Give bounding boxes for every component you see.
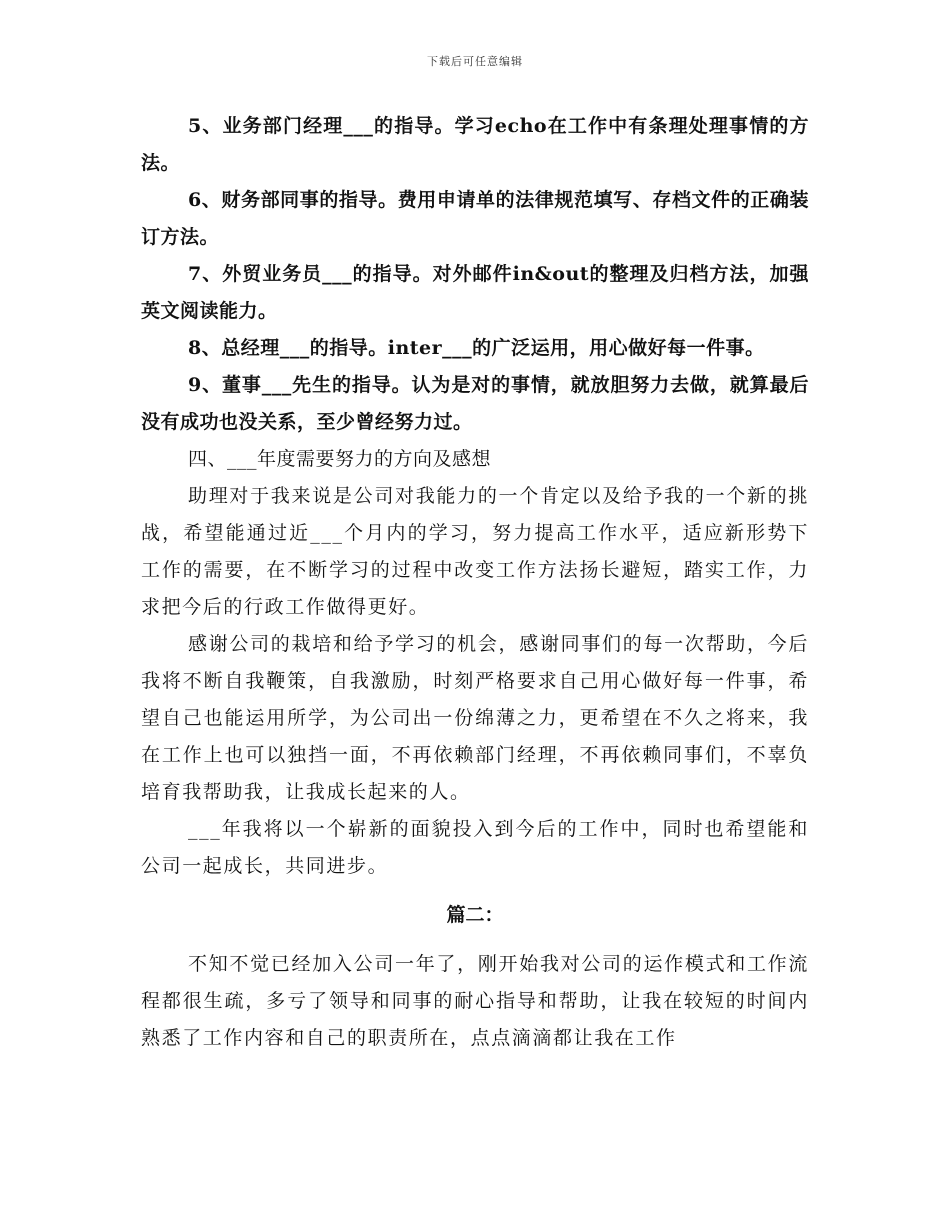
list-item: 7、外贸业务员___的指导。对外邮件in&out的整理及归档方法，加强英文阅读能力。 bbox=[141, 263, 809, 322]
paragraph: 助理对于我来说是公司对我能力的一个肯定以及给予我的一个新的挑战，希望能通过近___个月内的学习，努力提高工作水平，适应新形势下工作的需要，在不断学习的过程中改变工作方法扬长避短，踏实工作，力求把今后的行政工作做得更好。 bbox=[141, 485, 809, 618]
paragraph: 感谢公司的栽培和给予学习的机会，感谢同事们的每一次帮助，今后我将不断自我鞭策，自我激励，时刻严格要求自己用心做好每一件事，希望自己也能运用所学，为公司出一份绵薄之力，更希望在不久之将来，我在工作上也可以独挡一面，不再依赖部门经理，不再依赖同事们，不辜负培育我帮助我，让我成长起来的人。 bbox=[141, 633, 809, 803]
paragraph: 不知不觉已经加入公司一年了，刚开始我对公司的运作模式和工作流程都很生疏，多亏了领导和同事的耐心指导和帮助，让我在较短的时间内熟悉了工作内容和自己的职责所在，点点滴滴都让我在工作 bbox=[141, 953, 809, 1049]
list-item: 8、总经理___的指导。inter___的广泛运用，用心做好每一件事。 bbox=[188, 337, 765, 359]
list-item: 6、财务部同事的指导。费用申请单的法律规范填写、存档文件的正确装订方法。 bbox=[141, 189, 809, 248]
document-body bbox=[141, 108, 809, 1057]
page-header: 下载后可任意编辑 bbox=[427, 55, 523, 68]
paragraph: ___年我将以一个崭新的面貌投入到今后的工作中，同时也希望能和公司一起成长，共同进步。 bbox=[141, 818, 809, 877]
list-item: 9、董事___先生的指导。认为是对的事情，就放胆努力去做，就算最后没有成功也没关系，至少曾经努力过。 bbox=[141, 374, 809, 433]
section-heading: 四、___年度需要努力的方向及感想 bbox=[188, 448, 492, 470]
part-title: 篇二： bbox=[446, 904, 504, 926]
list-item: 5、业务部门经理___的指导。学习echo在工作中有条理处理事情的方法。 bbox=[141, 115, 809, 174]
